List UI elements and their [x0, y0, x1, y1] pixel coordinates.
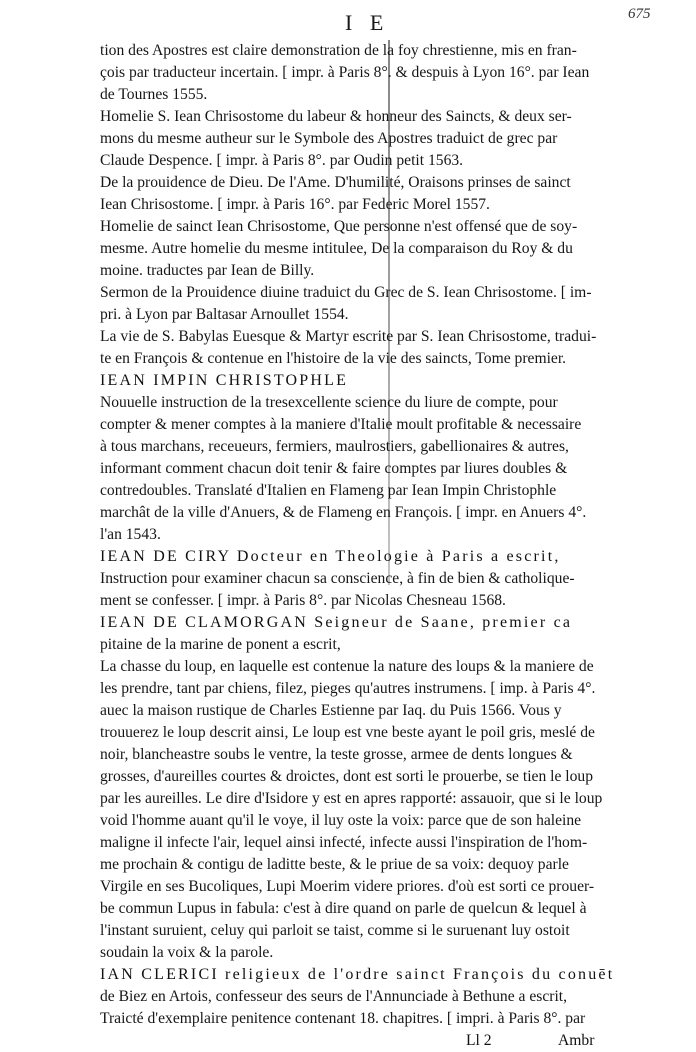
- text-line: de Tournes 1555.: [100, 86, 208, 103]
- text-line: te en François & contenue en l'histoire de la vie des saincts, Tome premier.: [100, 350, 567, 367]
- text-line: Virgile en ses Bucoliques, Lupi Moerim videre priores. d'où est sorti ce prouer-: [100, 878, 595, 895]
- text-line: de Biez en Artois, confesseur des seurs de l'Annunciade à Bethune a escrit,: [100, 988, 568, 1005]
- text-line: La vie de S. Babylas Euesque & Martyr escrite par S. Iean Chrisostome, tradui-: [100, 328, 597, 345]
- text-line: compter & mener comptes à la maniere d'Italie moult profitable & necessaire: [100, 416, 582, 433]
- text-line: pitaine de la marine de ponent a escrit,: [100, 636, 341, 653]
- text-line: Sermon de la Prouidence diuine traduict du Grec de S. Iean Chrisostome. [ im-: [100, 284, 592, 301]
- text-line: La chasse du loup, en laquelle est contenue la nature des loups & la maniere de: [100, 658, 594, 675]
- text-line: Homelie S. Iean Chrisostome du labeur & honneur des Saincts, & deux ser-: [100, 108, 572, 125]
- text-line: me prochain & contigu de laditte beste, & le priue de sa voix: dequoy parle: [100, 856, 569, 873]
- page-number: 675: [628, 6, 651, 22]
- text-line: auec la maison rustique de Charles Estienne par Iaq. du Puis 1566. Vous y: [100, 702, 562, 719]
- text-line: mesme. Autre homelie du mesme intitulee, De la comparaison du Roy & du: [100, 240, 573, 257]
- author-heading: IAN CLERICI religieux de l'ordre sainct François du conuēt: [100, 966, 615, 983]
- text-line: maligne il infecte l'air, lequel ainsi infecté, infecte aussi l'inspiration de l'hom-: [100, 834, 588, 851]
- text-line: mons du mesme autheur sur le Symbole des Apostres traduict de grec par: [100, 130, 558, 147]
- signature-mark: Ll 2: [466, 1032, 492, 1049]
- text-line: pri. à Lyon par Baltasar Arnoullet 1554.: [100, 306, 349, 323]
- text-line: De la prouidence de Dieu. De l'Ame. D'humilité, Oraisons prinses de sainct: [100, 174, 571, 191]
- author-heading: IEAN DE CIRY Docteur en Theologie à Paris a escrit,: [100, 548, 561, 565]
- text-line: Traicté d'exemplaire penitence contenant 18. chapitres. [ impri. à Paris 8°. par: [100, 1010, 586, 1027]
- text-line: trouuerez le loup descrit ainsi, Le loup est vne beste ayant le poil gris, meslé de: [100, 724, 595, 741]
- text-line: ment se confesser. [ impr. à Paris 8°. par Nicolas Chesneau 1568.: [100, 592, 506, 609]
- text-line: à tous marchans, receueurs, fermiers, maulrostiers, gabellionaires & autres,: [100, 438, 569, 455]
- text-line: les prendre, tant par chiens, filez, pieges qu'autres instrumens. [ imp. à Paris 4°.: [100, 680, 596, 697]
- text-line: Homelie de sainct Iean Chrisostome, Que personne n'est offensé que de soy-: [100, 218, 578, 235]
- text-line: tion des Apostres est claire demonstration de la foy chrestienne, mis en fran-: [100, 42, 577, 59]
- catchword: Ambr: [558, 1032, 595, 1049]
- text-line: çois par traducteur incertain. [ impr. à Paris 8°. & despuis à Lyon 16°. par Iean: [100, 64, 590, 81]
- text-line: Claude Despence. [ impr. à Paris 8°. par Oudin petit 1563.: [100, 152, 464, 169]
- text-line: contredoubles. Translaté d'Italien en Flameng par Iean Impin Christophle: [100, 482, 557, 499]
- author-heading: IEAN DE CLAMORGAN Seigneur de Saane, premier ca: [100, 614, 573, 631]
- text-line: Iean Chrisostome. [ impr. à Paris 16°. par Federic Morel 1557.: [100, 196, 490, 213]
- text-line: moine. traductes par Iean de Billy.: [100, 262, 315, 279]
- text-line: noir, blancheastre soubs le ventre, la teste grosse, armee de dents longues &: [100, 746, 573, 763]
- running-head: I E: [345, 10, 390, 35]
- text-line: be commun Lupus in fabula: c'est à dire quand on parle de quelcun & lequel à: [100, 900, 587, 917]
- text-line: informant comment chacun doit tenir & faire comptes par liures doubles &: [100, 460, 568, 477]
- text-line: soudain la voix & la parole.: [100, 944, 274, 961]
- text-line: Nouuelle instruction de la tresexcellente science du liure de compte, pour: [100, 394, 558, 411]
- text-line: l'an 1543.: [100, 526, 161, 543]
- text-line: marchât de la ville d'Anuers, & de Flameng en François. [ impr. en Anuers 4°.: [100, 504, 587, 521]
- text-line: Instruction pour examiner chacun sa conscience, à fin de bien & catholique-: [100, 570, 575, 587]
- author-heading: IEAN IMPIN CHRISTOPHLE: [100, 372, 349, 389]
- text-line: l'instant suruient, celuy qui parloit se taist, comme si le suruenant luy ostoit: [100, 922, 570, 939]
- text-line: par les aureilles. Le dire d'Isidore y est en apres rapporté: assauoir, que si le loup: [100, 790, 603, 807]
- text-line: grosses, d'aureilles courtes & droictes, dont est sorti le prouerbe, se tien le loup: [100, 768, 594, 785]
- text-line: void l'homme auant qu'il le voye, il luy oste la voix: parce que de son haleine: [100, 812, 582, 829]
